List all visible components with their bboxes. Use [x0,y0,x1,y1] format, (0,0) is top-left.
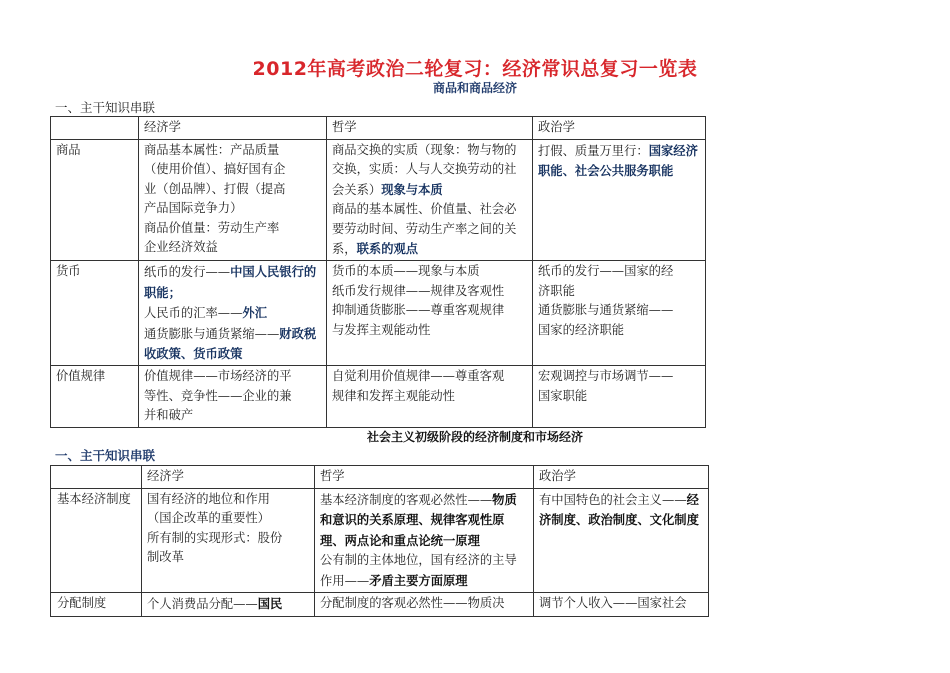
cell-emphasis: ； [168,284,181,300]
row-label: 价值规律 [51,366,139,428]
cell-line: 商品基本属性：产品质量 [144,143,280,157]
cell-text: 打假、质量万里行： [538,144,649,158]
cell-line: 业（创品牌）、打假（提高 [144,181,286,196]
cell-line: 济职能 [538,283,575,298]
row-label: 货币 [51,261,139,366]
cell-line: 与发挥主观能动性 [332,322,431,337]
table-header-row [51,117,706,140]
header-cell-empty [51,466,142,489]
table-row [51,261,706,366]
header-cell-philosophy: 哲学 [327,117,533,140]
section-subtitle-commodity: 商品和商品经济 [432,81,517,95]
cell-line: 产品国际竞争力） [144,201,243,216]
economic-system-table [50,465,709,617]
cell-politics [533,366,706,428]
cell-economics [139,140,327,261]
cell-emphasis: 经济制度、政治制度、文化制度 [539,492,699,528]
cell-philosophy: 分配制度的客观必然性——物质决 [315,593,534,617]
cell-economics [142,593,315,617]
cell-text: 纸币的发行—— [144,265,231,280]
cell-text: 个人消费品分配—— [147,597,258,612]
cell-politics [533,140,706,261]
cell-emphasis: 外汇 [242,305,267,321]
commodity-table [50,116,706,428]
section-heading-1: 一、主干知识串联 [55,100,156,115]
cell-line: 所有制的实现形式：股份 [147,530,283,545]
section-heading-2: 一、主干知识串联 [55,448,156,463]
table-row [51,366,706,428]
cell-text: 有中国特色的社会主义—— [539,493,687,507]
cell-emphasis: 联系的观点 [356,241,419,257]
cell-line: 纸币的发行——国家的经 [538,264,674,279]
cell-line: 通货膨胀与通货紧缩—— [538,303,674,318]
cell-line: 企业经济效益 [144,240,218,255]
cell-economics [142,489,315,593]
table-row [51,593,709,617]
cell-line: 自觉利用价值规律——尊重客观 [332,369,505,384]
cell-philosophy [327,366,533,428]
cell-line: 国家的经济职能 [538,322,625,337]
cell-emphasis: 财政税收政策、货币政策 [144,325,317,362]
cell-line: 国家职能 [538,388,588,403]
cell-economics [139,261,327,366]
cell-politics [534,489,709,593]
cell-politics: 调节个人收入——国家社会 [534,593,709,617]
header-cell-economics: 经济学 [139,117,327,140]
cell-philosophy [315,489,534,593]
cell-line: 制改革 [147,550,184,565]
cell-line: 商品价值量：劳动生产率 [144,220,280,235]
cell-line: 价值规律——市场经济的平 [144,369,292,384]
header-cell-politics: 政治学 [534,466,709,489]
cell-politics [533,261,706,366]
cell-emphasis: 国民 [257,596,283,612]
cell-line: 货币的本质——现象与本质 [332,264,480,279]
cell-line: 国有经济的地位和作用 [147,492,270,506]
cell-emphasis: 国家经济职能、社会公共服务职能 [538,143,698,179]
cell-emphasis: 现象与本质 [381,181,443,197]
cell-philosophy [327,261,533,366]
header-cell-philosophy: 哲学 [315,466,534,489]
row-label: 商品 [51,140,139,261]
cell-line: 纸币发行规律——规律及客观性 [332,283,505,298]
page-title: 2012年高考政治二轮复习：经济常识总复习一览表 [252,58,698,80]
cell-emphasis: 物质和意识的关系原理、规律客观性原理、两点论和重点论统一原理 [320,492,517,548]
cell-line: 等性、竞争性——企业的兼 [144,388,292,403]
header-cell-politics: 政治学 [533,117,706,140]
cell-line: 抑制通货膨胀——尊重客观规律 [332,303,505,318]
cell-line: 规律和发挥主观能动性 [332,388,455,403]
cell-line: 并和破产 [144,408,194,423]
row-label: 分配制度 [51,593,142,617]
table-header-row [51,466,709,489]
cell-economics [139,366,327,428]
cell-text: 商品交换的实质（现象：物与物的交换，实质：人与人交换劳动的社会关系） [332,143,517,197]
cell-text: 公有制的主体地位，国有经济的主导作用—— [320,553,517,588]
cell-line: （使用价值）、搞好国有企 [144,162,286,177]
cell-line: 宏观调控与市场调节—— [538,369,674,384]
cell-text: 通货膨胀与通货紧缩—— [144,326,280,341]
cell-philosophy [327,140,533,261]
cell-text: 基本经济制度的客观必然性—— [320,493,493,507]
cell-emphasis: 矛盾主要方面原理 [369,572,468,588]
header-cell-empty [51,117,139,140]
header-cell-economics: 经济学 [142,466,315,489]
cell-line: （国企改革的重要性） [147,511,270,526]
row-label: 基本经济制度 [51,489,142,593]
cell-text: 人民币的汇率—— [144,306,243,321]
table-row [51,489,709,593]
table-row [51,140,706,261]
cell-text: 商品的基本属性、价值量、社会必要劳动时间、劳动生产率之间的关系， [332,202,517,257]
section-subtitle-economic-system: 社会主义初级阶段的经济制度和市场经济 [366,430,583,444]
cell-emphasis: 中国人民银行的职能 [144,264,317,300]
